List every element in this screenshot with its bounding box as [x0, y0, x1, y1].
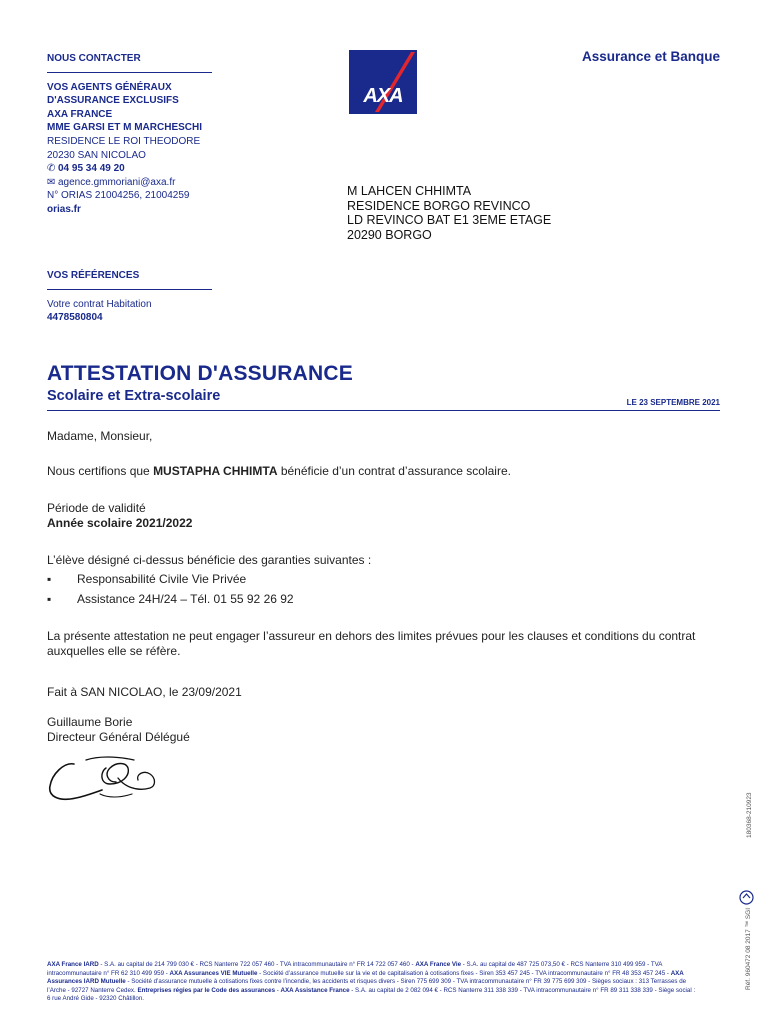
recipient-line-4: 20290 BORGO: [347, 227, 432, 242]
limits-line-1: La présente attestation ne peut engager l’assureur en dehors des limites prévues pour les clauses et conditions du contrat: [47, 629, 696, 643]
guarantees-intro: L’élève désigné ci-dessus bénéficie des garanties suivantes :: [47, 553, 372, 567]
footer-text-4: - Société d’assurance mutuelle à cotisations fixes contre l’incendie, les accidents et risques divers - Siren 775 699 309 - TVA intracommunautaire n° FR 39 775 699 309 - Sièges sociaux : 313 Terrasses de l’Arche - 92727 Nanterre Cedex.: [47, 978, 687, 994]
agents-company: AXA FRANCE: [47, 108, 113, 120]
agency-email-row[interactable]: [47, 176, 212, 190]
document-title: ATTESTATION D'ASSURANCE: [47, 362, 353, 385]
footer-entity-6: AXA Assistance France: [280, 986, 350, 994]
footer-entity-4: AXA Assurances IARD Mutuelle: [47, 969, 684, 986]
recycle-icon: [739, 890, 754, 905]
document-date: LE 23 SEPTEMBRE 2021: [626, 398, 720, 407]
contact-block: [47, 52, 212, 217]
footer-text-3: - Société d’assurance mutuelle sur la vie et de capitalisation à cotisations fixes - Siren 353 457 245 - TVA intracommunautaire n° FR 48 353 457 245 -: [257, 969, 671, 977]
recipient-name: M LAHCEN CHHIMTA: [347, 184, 472, 198]
cert-suffix: bénéficie d’un contrat d’assurance scolaire.: [277, 464, 511, 478]
contact-heading: NOUS CONTACTER: [47, 52, 212, 73]
title-divider: [47, 410, 720, 411]
footer-text-1: - S.A. au capital de 214 799 030 € - RCS Nanterre 722 057 460 - TVA intracommunautaire n° FR 14 722 057 460 -: [98, 961, 416, 968]
recipient-line-2: RESIDENCE BORGO REVINCO: [347, 198, 531, 213]
footer-entity-5: Entreprises régies par le Code des assurances: [137, 986, 276, 994]
validity-label: Période de validité: [47, 501, 146, 515]
guarantee-item: [47, 592, 294, 606]
orias-number: N° ORIAS 21004256, 21004259: [47, 190, 190, 202]
validity-value: Année scolaire 2021/2022: [47, 516, 193, 530]
axa-logo-text: AXA: [363, 85, 403, 107]
footer-text-2: - S.A. au capital de 487 725 073,50 € - RCS Nanterre 310 499 959 - TVA intracommunautaire n° FR 62 310 499 959 -: [47, 961, 663, 977]
references-block: [47, 269, 212, 325]
insured-name: MUSTAPHA CHHIMTA: [153, 464, 278, 478]
contract-label: Votre contrat Habitation: [47, 298, 152, 310]
place-date: Fait à SAN NICOLAO, le 23/09/2021: [47, 685, 242, 699]
recipient-address: [347, 184, 551, 242]
bullet-icon: ▪: [47, 592, 52, 606]
guarantee-label: Assistance 24H/24 – Tél. 01 55 92 26 92: [77, 592, 294, 606]
axa-logo: [349, 50, 417, 114]
guarantee-label: Responsabilité Civile Vie Privée: [77, 572, 247, 586]
agency-address-1: RESIDENCE LE ROI THEODORE: [47, 135, 201, 147]
legal-footer: [47, 961, 697, 1004]
agents-line-2: D'ASSURANCE EXCLUSIFS: [47, 95, 179, 107]
footer-text-5: -: [275, 986, 281, 994]
footer-entity-2: AXA France Vie: [415, 961, 462, 968]
references-heading: VOS RÉFÉRENCES: [47, 269, 212, 290]
contract-number: 4478580804: [47, 312, 103, 324]
bullet-icon: ▪: [47, 572, 52, 586]
document-subtitle: Scolaire et Extra-scolaire: [47, 388, 221, 404]
agency-phone-row[interactable]: [47, 162, 212, 176]
agency-address-2: 20230 SAN NICOLAO: [47, 149, 146, 161]
agency-phone[interactable]: 04 95 34 49 20: [58, 163, 125, 175]
agents-names: MME GARSI ET M MARCHESCHI: [47, 122, 202, 134]
phone-icon: ✆: [47, 163, 56, 175]
signer-name: Guillaume Borie: [47, 715, 133, 729]
footer-entity-3: AXA Assurances VIE Mutuelle: [169, 969, 258, 977]
side-reference-2: Réf. 960472 08 2017 ™ SGI: [745, 907, 752, 990]
agents-line-1: VOS AGENTS GÉNÉRAUX: [47, 81, 172, 93]
limits-line-2: auxquelles elle se réfère.: [47, 644, 181, 658]
certification-sentence: [47, 463, 511, 479]
side-reference-1: 180368-210923: [746, 792, 753, 838]
guarantee-item: [47, 572, 246, 586]
greeting: Madame, Monsieur,: [47, 429, 153, 443]
envelope-icon: ✉: [47, 176, 56, 188]
cert-prefix: Nous certifions que: [47, 464, 154, 478]
signature-image: [46, 752, 158, 810]
orias-link[interactable]: orias.fr: [47, 203, 81, 215]
signer-title: Directeur Général Délégué: [47, 730, 190, 744]
recipient-line-3: LD REVINCO BAT E1 3EME ETAGE: [347, 213, 552, 228]
footer-text-6: - S.A. au capital de 2 082 094 € - RCS Nanterre 311 338 339 - TVA intracommunautaire n° FR 89 311 338 339 - Siège social : 6 rue André Gide - 92320 Châtillon.: [47, 986, 696, 1003]
agency-email[interactable]: agence.gmmoriani@axa.fr: [58, 176, 176, 188]
brand-tagline: Assurance et Banque: [581, 49, 720, 64]
footer-entity-1: AXA France IARD: [47, 961, 99, 968]
